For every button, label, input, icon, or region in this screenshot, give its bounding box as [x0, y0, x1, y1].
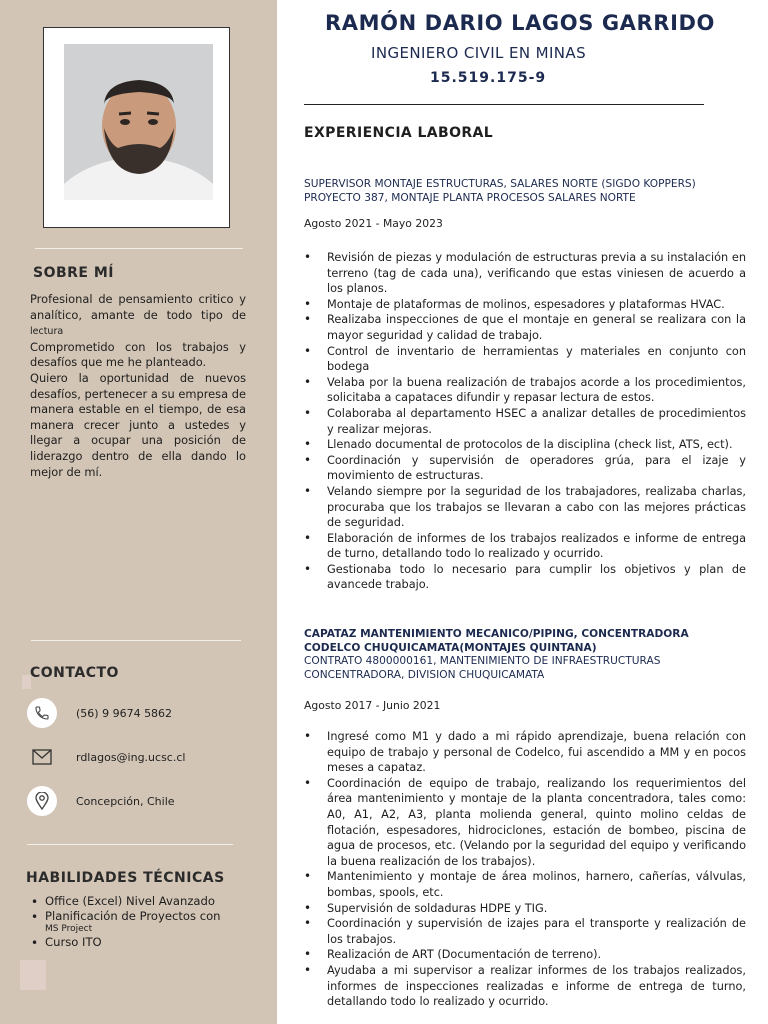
divider	[27, 844, 233, 845]
location-pin-icon	[27, 786, 57, 816]
list-item: • Velando siempre por la seguridad de los trabajadores, realizaba charlas, procuraba que los trabajos se llevaran a cabo con las mejores prácticas de seguridad.	[304, 484, 746, 531]
job-2-subtitle: CONTRATO 4800000161, MANTENIMIENTO DE INFRAESTRUCTURAS CONCENTRADORA, DIVISION CHUQUICAMATA	[304, 655, 661, 681]
phone-icon	[27, 698, 57, 728]
envelope-icon	[27, 742, 57, 772]
about-text	[30, 292, 246, 480]
list-item: • Control de inventario de herramientas y materiales en conjunto con bodega	[304, 344, 746, 375]
phone-number[interactable]: (56) 9 9674 5862	[76, 706, 173, 720]
divider	[31, 640, 241, 641]
list-item: • Mantenimiento y montaje de área molinos, harnero, cañerías, válvulas, bombas, spools, etc.	[304, 869, 746, 900]
list-item: • Realizaba inspecciones de que el montaje en general se realizara con la mayor seguridad y calidad de trabajo.	[304, 312, 746, 343]
list-item: • Planificación de Proyectos con MS Project	[28, 909, 258, 936]
list-item: • Coordinación y supervisión de operadores grúa, para el izaje y movimiento de estructuras.	[304, 453, 746, 484]
divider	[304, 104, 704, 105]
job-2-period: Agosto 2017 - Junio 2021	[304, 699, 441, 712]
list-item: • Velaba por la buena realización de trabajos acorde a los procedimientos, solicitaba a capataces difundir y repasar lectura de estos.	[304, 375, 746, 406]
list-item: • Supervisión de soldaduras HDPE y TIG.	[304, 901, 746, 917]
decoration	[20, 960, 46, 990]
job-2-tasks	[304, 729, 746, 1010]
list-item: • Curso ITO	[28, 935, 258, 950]
about-line-2: lectura	[30, 326, 64, 338]
list-item: • Coordinación y supervisión de izajes para el transporte y realización de los trabajos.	[304, 916, 746, 947]
location: Concepción, Chile	[76, 794, 175, 808]
candidate-name: RAMÓN DARIO LAGOS GARRIDO	[325, 11, 715, 35]
list-item: • Llenado documental de protocolos de la disciplina (check list, ATS, ect).	[304, 437, 746, 453]
list-item: • Revisión de piezas y modulación de estructuras previa a su instalación en terreno (tag de cada una), verificando que estas viniesen de acuerdo a los planos.	[304, 250, 746, 297]
contact-email	[27, 742, 267, 772]
list-item: • Colaboraba al departamento HSEC a analizar detalles de procedimientos y realizar mejoras.	[304, 406, 746, 437]
job-1-subtitle: PROYECTO 387, MONTAJE PLANTA PROCESOS SALARES NORTE	[304, 191, 636, 204]
list-item: • Montaje de plataformas de molinos, espesadores y plataformas HVAC.	[304, 297, 746, 313]
experience-heading: EXPERIENCIA LABORAL	[304, 125, 494, 141]
list-item: • Office (Excel) Nivel Avanzado	[28, 894, 258, 909]
list-item: • Elaboración de informes de los trabajos realizados e informe de entrega de turno, detallando todo lo realizado y ocurrido.	[304, 531, 746, 562]
contact-location	[27, 786, 267, 816]
job-1-period: Agosto 2021 - Mayo 2023	[304, 217, 443, 230]
skills-list	[28, 894, 258, 950]
profile-photo-frame	[43, 27, 230, 228]
list-item: • Realización de ART (Documentación de terreno).	[304, 947, 746, 963]
job-2-header	[304, 628, 744, 682]
email-address[interactable]: rdlagos@ing.ucsc.cl	[76, 750, 186, 764]
divider	[35, 248, 243, 249]
candidate-id: 15.519.175-9	[430, 70, 547, 86]
list-item: • Gestionaba todo lo necesario para cumplir los objetivos y plan de avancede trabajo.	[304, 562, 746, 593]
about-heading: SOBRE MÍ	[33, 265, 115, 281]
job-1-title: SUPERVISOR MONTAJE ESTRUCTURAS, SALARES NORTE (SIGDO KOPPERS)	[304, 178, 696, 190]
about-paragraph-2: Comprometido con los trabajos y desafíos que me he planteado.	[30, 339, 246, 370]
job-1-header	[304, 178, 744, 205]
list-item: • Ingresé como M1 y dado a mi rápido aprendizaje, buena relación con equipo de trabajo y personal de Codelco, fui ascendido a MM y en pocos meses a capataz.	[304, 729, 746, 776]
about-paragraph-3: Quiero la oportunidad de nuevos desafíos, pertenecer a su empresa de manera estable en el tiempo, de esa manera crecer junto a ustedes y llegar a ocupar una posición de liderazgo dentro de ella dando lo mejor de mí.	[30, 370, 246, 479]
contact-phone	[27, 698, 267, 728]
contact-heading: CONTACTO	[30, 665, 119, 681]
profile-photo	[64, 44, 213, 200]
job-1-tasks	[304, 250, 746, 593]
job-2-title: CAPATAZ MANTENIMIENTO MECANICO/PIPING, CONCENTRADORA CODELCO CHUQUICAMATA(MONTAJES QUINTANA)	[304, 628, 689, 654]
list-item: • Coordinación de equipo de trabajo, realizando los requerimientos del área mantenimiento y montaje de la planta concentradora, tales como: A0, A1, A2, A3, planta molienda general, quinto molino celdas de flotación, espesadores, hidrociclones, estación de bombeo, piscina de agua de procesos, etc. (Velando por la seguridad del equipo y verificando la buena realización de los trabajos).	[304, 776, 746, 870]
candidate-title: INGENIERO CIVIL EN MINAS	[371, 44, 587, 62]
main-content	[277, 0, 768, 1024]
list-item: • Ayudaba a mi supervisor a realizar informes de los trabajos realizados, informes de inspecciones realizadas e informe de entrega de turno, detallando todo lo realizado y ocurrido.	[304, 963, 746, 1010]
sidebar	[0, 0, 277, 1024]
skills-heading: HABILIDADES TÉCNICAS	[26, 870, 225, 886]
about-line-1: Profesional de pensamiento critico y analítico, amante de todo tipo de	[30, 292, 246, 322]
